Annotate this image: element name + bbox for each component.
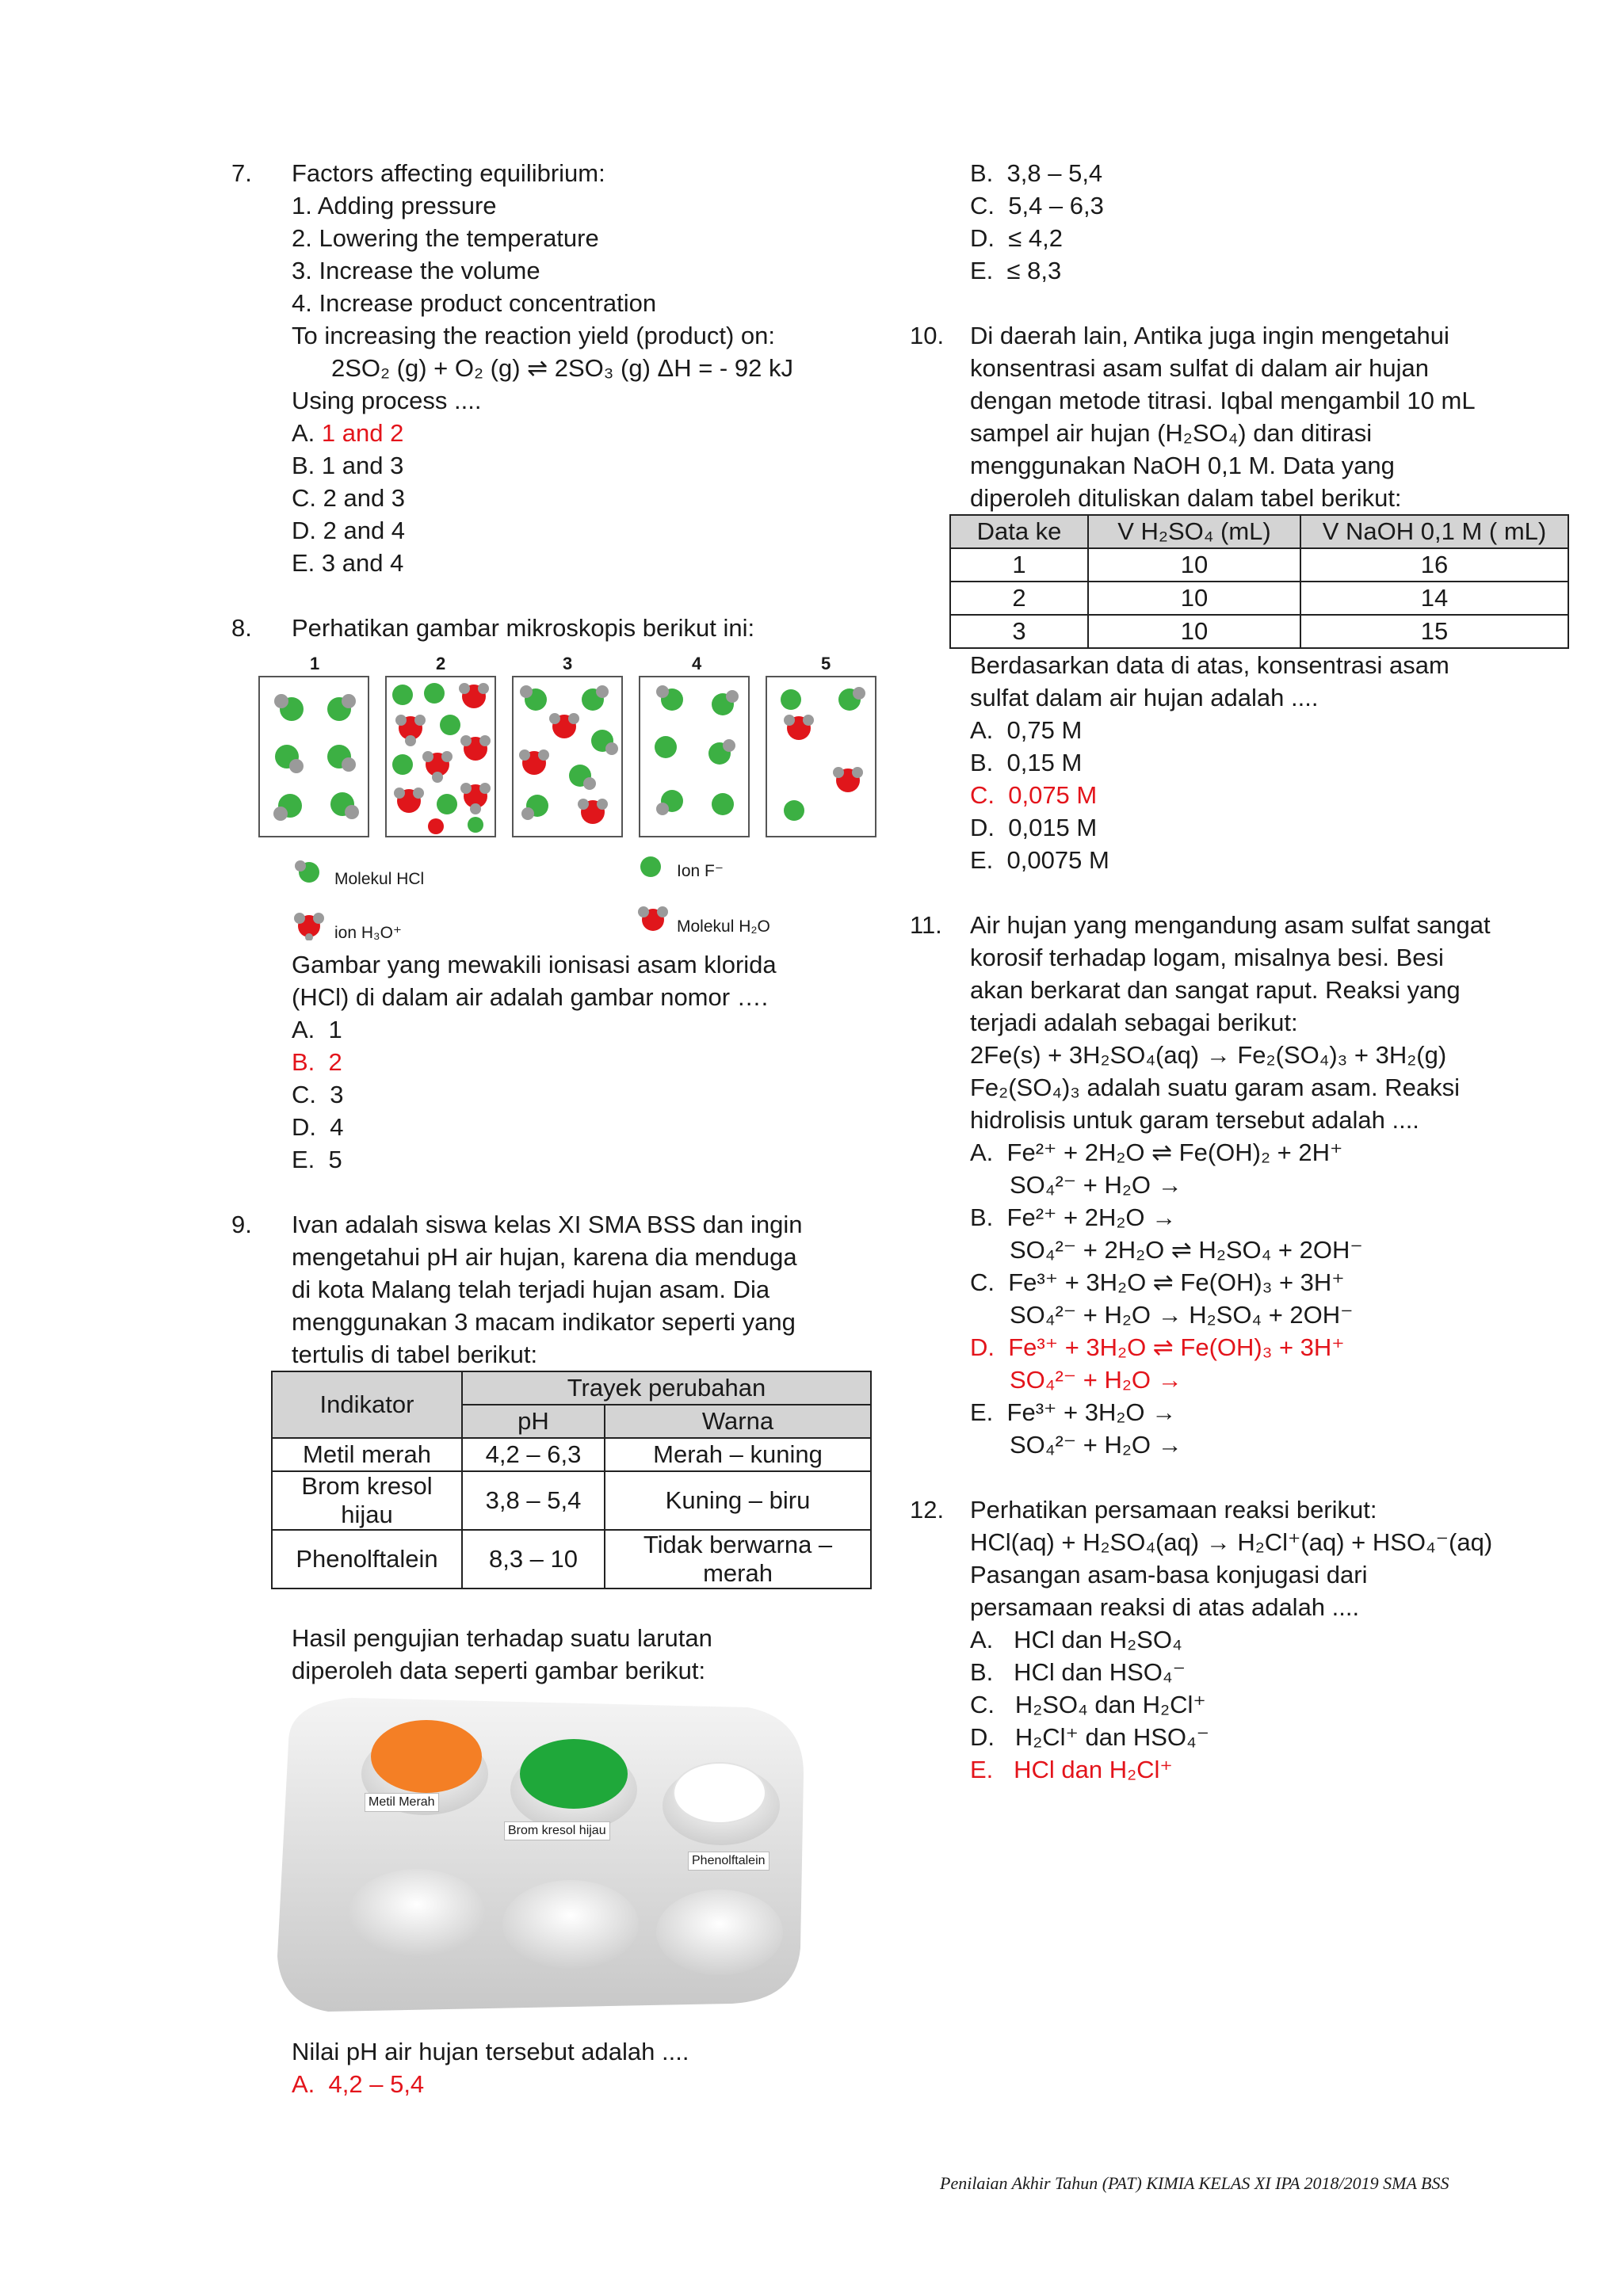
table-cell: Tidak berwarna – merah (605, 1530, 871, 1589)
question-10 (910, 319, 1591, 876)
molecule-box-4 (639, 676, 750, 837)
option-c[interactable]: C. 3 (292, 1081, 344, 1108)
table-cell: 14 (1300, 582, 1568, 615)
question-text: Di daerah lain, Antika juga ingin mengetahui (970, 322, 1449, 349)
question-text: sampel air hujan (H₂SO₄) dan ditirasi (970, 419, 1373, 447)
factor-item: 2. Lowering the temperature (292, 224, 599, 252)
question-number: 10. (910, 322, 945, 349)
left-column (231, 157, 889, 2100)
legend-label: Molekul H₂O (677, 917, 770, 936)
option-line: SO₄²⁻ + H₂O → H₂SO₄ + 2OH⁻ (1010, 1301, 1354, 1329)
question-text: Berdasarkan data di atas, konsentrasi asam (970, 651, 1449, 679)
table-cell: 8,3 – 10 (462, 1530, 605, 1589)
white-solution-spot (674, 1763, 766, 1823)
table-cell: 10 (1088, 582, 1300, 615)
option-e[interactable] (970, 1396, 1591, 1461)
figure-number: 1 (310, 654, 320, 673)
question-text: Ivan adalah siswa kelas XI SMA BSS dan ingin (292, 1211, 803, 1238)
question-text: mengetahui pH air hujan, karena dia menduga (292, 1243, 797, 1271)
question-text: sulfat dalam air hujan adalah .... (970, 684, 1319, 711)
question-9-continued (910, 157, 1591, 287)
question-text: terjadi adalah sebagai berikut: (970, 1009, 1298, 1036)
molecule-box-5 (766, 676, 876, 837)
option-b[interactable]: B. 2 (292, 1048, 342, 1076)
molecule-box-3 (512, 676, 623, 837)
table-cell: Brom kresol hijau (272, 1471, 462, 1530)
table-row (950, 615, 1568, 648)
indicator-table (271, 1371, 872, 1589)
question-text: Factors affecting equilibrium: (292, 159, 605, 187)
option-line: SO₄²⁻ + H₂O → (1010, 1431, 1182, 1459)
option-line: A. Fe²⁺ + 2H₂O ⇌ Fe(OH)₂ + 2H⁺ (970, 1138, 1343, 1166)
reaction-equation: 2SO₂ (g) + O₂ (g) ⇌ 2SO₃ (g) ΔH = - 92 kJ (331, 354, 793, 382)
option-d[interactable]: D. 2 and 4 (292, 517, 406, 544)
question-text: Gambar yang mewakili ionisasi asam klorida (292, 951, 777, 978)
option-b[interactable]: B. HCl dan HSO₄⁻ (970, 1658, 1186, 1686)
question-12 (910, 1493, 1591, 1786)
option-d[interactable]: D. 4 (292, 1113, 344, 1141)
figure-number: 5 (821, 654, 831, 673)
question-text: To increasing the reaction yield (product) on: (292, 322, 775, 349)
table-row (950, 582, 1568, 615)
question-text: Pasangan asam-basa konjugasi dari (970, 1561, 1368, 1589)
legend-label: Molekul HCl (334, 870, 425, 888)
reaction-equation: HCl(aq) + H₂SO₄(aq) → H₂Cl⁺(aq) + HSO₄⁻(aq) (970, 1528, 1493, 1556)
table-header: Data ke (950, 515, 1088, 548)
question-number: 9. (231, 1211, 252, 1238)
question-text: tertulis di tabel berikut: (292, 1341, 538, 1368)
option-e[interactable]: E. 3 and 4 (292, 549, 404, 577)
hydronium-ion-icon (293, 909, 325, 940)
question-text: (HCl) di dalam air adalah gambar nomor …. (292, 983, 769, 1011)
table-header: V NaOH 0,1 M ( mL) (1300, 515, 1568, 548)
question-text: diperoleh data seperti gambar berikut: (292, 1657, 706, 1684)
figure-number: 3 (563, 654, 573, 673)
table-cell: Kuning – biru (605, 1471, 871, 1530)
table-header: V H₂SO₄ (mL) (1088, 515, 1300, 548)
table-cell: 15 (1300, 615, 1568, 648)
legend-label: ion H₃O⁺ (334, 924, 402, 942)
option-d[interactable]: D. ≤ 4,2 (970, 224, 1063, 252)
option-a[interactable] (970, 1136, 1591, 1201)
table-header: Trayek perubahan (462, 1371, 871, 1405)
table-cell: Metil merah (272, 1438, 462, 1471)
option-line: SO₄²⁻ + H₂O → (1010, 1171, 1182, 1199)
factor-item: 1. Adding pressure (292, 192, 497, 219)
molecule-box-1 (258, 676, 369, 837)
option-a[interactable]: A. 0,75 M (970, 716, 1083, 744)
option-b[interactable] (970, 1201, 1591, 1266)
question-text: Fe₂(SO₄)₃ adalah suatu garam asam. Reaksi (970, 1074, 1460, 1101)
table-row (272, 1530, 871, 1589)
question-text: Air hujan yang mengandung asam sulfat sangat (970, 911, 1491, 939)
option-e[interactable]: E. ≤ 8,3 (970, 257, 1062, 284)
option-c[interactable]: C. H₂SO₄ dan H₂Cl⁺ (970, 1691, 1206, 1718)
option-b[interactable]: B. 0,15 M (970, 749, 1083, 776)
option-c[interactable] (970, 1266, 1591, 1331)
molecule-box-2 (385, 676, 496, 837)
option-b[interactable]: B. 1 and 3 (292, 452, 404, 479)
option-e[interactable]: E. 5 (292, 1146, 342, 1173)
question-text: akan berkarat dan sangat raput. Reaksi yang (970, 976, 1461, 1004)
question-text: di kota Malang telah terjadi hujan asam. Dia (292, 1276, 770, 1303)
question-text: Perhatikan gambar mikroskopis berikut ini: (292, 614, 755, 642)
reaction-equation: 2Fe(s) + 3H₂SO₄(aq) → Fe₂(SO₄)₃ + 3H₂(g) (970, 1041, 1447, 1069)
option-c[interactable]: C. 5,4 – 6,3 (970, 192, 1104, 219)
option-e[interactable]: E. 0,0075 M (970, 846, 1109, 874)
plate-label: Phenolftalein (688, 1852, 769, 1871)
option-line: B. Fe²⁺ + 2H₂O → (970, 1203, 1177, 1231)
option-b[interactable]: B. 3,8 – 5,4 (970, 159, 1103, 187)
question-text: persamaan reaksi di atas adalah .... (970, 1593, 1360, 1621)
question-text: konsentrasi asam sulfat di dalam air hujan (970, 354, 1429, 382)
table-cell: 1 (950, 548, 1088, 582)
answer-highlight: 1 and 2 (321, 419, 404, 447)
table-row (272, 1438, 871, 1471)
option-c[interactable]: C. 0,075 M (970, 781, 1098, 809)
option-c[interactable]: C. 2 and 3 (292, 484, 406, 512)
figure-number: 2 (436, 654, 446, 673)
table-cell: 4,2 – 6,3 (462, 1438, 605, 1471)
option-a[interactable]: A. 4,2 – 5,4 (292, 2070, 425, 2098)
option-a[interactable]: A. 1 and 2 (292, 419, 404, 447)
question-9 (231, 1208, 889, 2100)
question-11 (910, 909, 1591, 1461)
option-a[interactable]: A. HCl dan H₂SO₄ (970, 1626, 1182, 1653)
question-number: 11. (910, 911, 942, 939)
legend-label: Ion F⁻ (677, 862, 724, 880)
question-text: Hasil pengujian terhadap suatu larutan (292, 1624, 712, 1652)
table-row (950, 548, 1568, 582)
spot-plate-figure (257, 1687, 851, 2035)
question-text: Using process .... (292, 387, 482, 414)
plate-label: Metil Merah (365, 1793, 439, 1812)
option-line: E. Fe³⁺ + 3H₂O → (970, 1398, 1177, 1426)
factor-item: 3. Increase the volume (292, 257, 540, 284)
table-cell: 3,8 – 5,4 (462, 1471, 605, 1530)
question-text: dengan metode titrasi. Iqbal mengambil 10 mL (970, 387, 1476, 414)
page-footer: Penilaian Akhir Tahun (PAT) KIMIA KELAS XI IPA 2018/2019 SMA BSS (940, 2173, 1449, 2193)
question-text: Nilai pH air hujan tersebut adalah .... (292, 2038, 689, 2065)
orange-solution-spot (371, 1720, 482, 1793)
option-e[interactable]: E. HCl dan H₂Cl⁺ (970, 1756, 1173, 1783)
question-text: hidrolisis untuk garam tersebut adalah .... (970, 1106, 1419, 1134)
titration-table (949, 514, 1569, 649)
question-text: menggunakan 3 macam indikator seperti yang (292, 1308, 796, 1336)
question-text: diperoleh dituliskan dalam tabel berikut: (970, 484, 1402, 512)
question-8 (231, 612, 889, 1176)
plate-label: Brom kresol hijau (504, 1821, 610, 1840)
table-cell: 3 (950, 615, 1088, 648)
factor-item: 4. Increase product concentration (292, 289, 657, 317)
table-cell: 10 (1088, 615, 1300, 648)
table-header: Warna (605, 1405, 871, 1438)
option-d[interactable]: D. 0,015 M (970, 814, 1098, 841)
question-text: korosif terhadap logam, misalnya besi. Besi (970, 944, 1444, 971)
hcl-molecule-icon (293, 858, 320, 885)
table-cell: 10 (1088, 548, 1300, 582)
table-header: Indikator (272, 1371, 462, 1438)
question-number: 8. (231, 614, 252, 642)
question-text: menggunakan NaOH 0,1 M. Data yang (970, 452, 1395, 479)
water-molecule-icon (637, 902, 669, 934)
option-line: SO₄²⁻ + H₂O → (1010, 1366, 1182, 1394)
option-d[interactable] (970, 1331, 1591, 1396)
option-line: D. Fe³⁺ + 3H₂O ⇌ Fe(OH)₃ + 3H⁺ (970, 1333, 1345, 1361)
option-line: C. Fe³⁺ + 3H₂O ⇌ Fe(OH)₃ + 3H⁺ (970, 1268, 1345, 1296)
question-7 (231, 157, 889, 579)
table-cell: Merah – kuning (605, 1438, 871, 1471)
table-cell: Phenolftalein (272, 1530, 462, 1589)
fluoride-ion-icon (637, 853, 664, 880)
table-cell: 2 (950, 582, 1088, 615)
table-row (272, 1471, 871, 1530)
question-number: 12. (910, 1496, 945, 1524)
option-a[interactable]: A. 1 (292, 1016, 342, 1043)
right-column (910, 157, 1591, 1786)
table-header: pH (462, 1405, 605, 1438)
question-number: 7. (231, 159, 252, 187)
option-d[interactable]: D. H₂Cl⁺ dan HSO₄⁻ (970, 1723, 1210, 1751)
table-cell: 16 (1300, 548, 1568, 582)
question-text: Perhatikan persamaan reaksi berikut: (970, 1496, 1377, 1524)
option-line: SO₄²⁻ + 2H₂O ⇌ H₂SO₄ + 2OH⁻ (1010, 1236, 1363, 1264)
microscopic-figure (258, 647, 900, 948)
figure-number: 4 (692, 654, 702, 673)
green-solution-spot (520, 1739, 628, 1809)
